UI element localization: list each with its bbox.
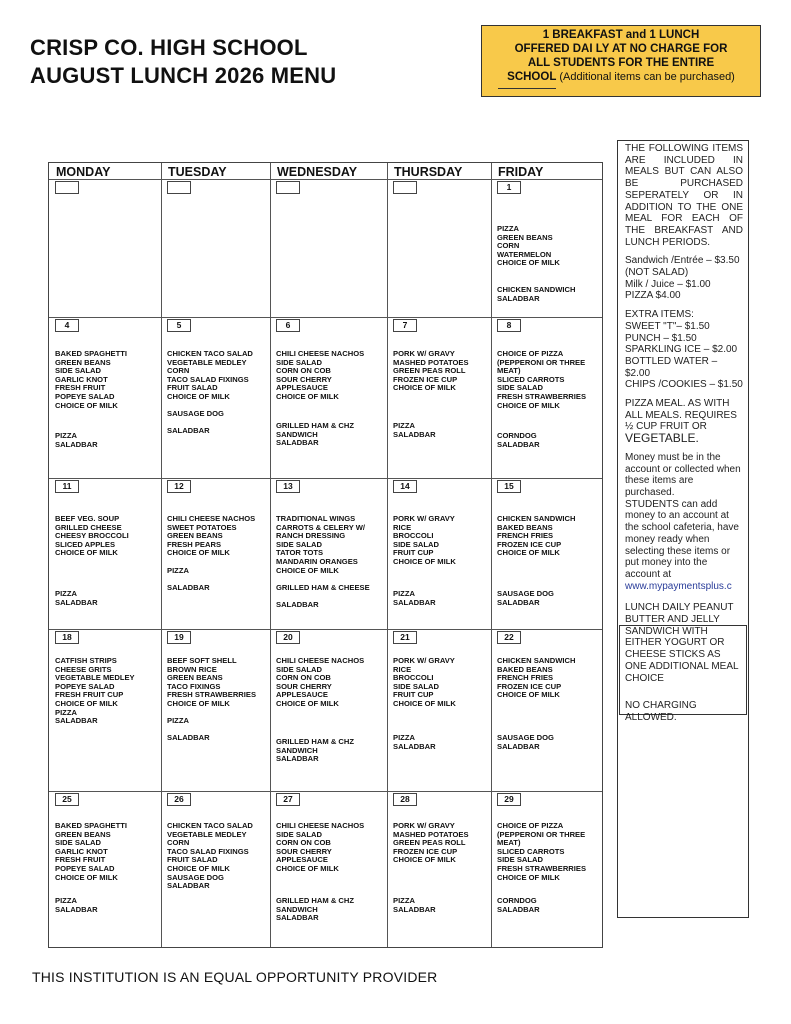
menu-item: SIDE SALAD (393, 681, 439, 691)
alternate-item: SALADBAR (393, 904, 436, 914)
date-number: 7 (393, 319, 417, 332)
menu-item: RICE (393, 664, 412, 674)
alternate-item: GRILLED HAM & CHZ (276, 421, 355, 430)
day-cell (491, 791, 604, 949)
menu-items (276, 657, 372, 709)
menu-item: CHOICE OF MILK (276, 391, 339, 401)
menu-item: SWEET POTATOES (167, 522, 237, 532)
no-charging-note: NO CHARGING ALLOWED. (625, 700, 697, 723)
date-number: 4 (55, 319, 79, 332)
notice-line-4: SCHOOL (507, 71, 557, 83)
alternate-item: SANDWICH (276, 904, 318, 914)
day-cell (387, 478, 491, 629)
menu-item: CHOICE OF MILK (497, 548, 560, 558)
alternate-items (393, 422, 489, 439)
sidebar-info (625, 143, 743, 724)
menu-item: CHICKEN SANDWICH (497, 656, 576, 665)
alternate-item: SALADBAR (55, 597, 98, 607)
day-cell (49, 629, 161, 791)
menu-item: BROWN RICE (167, 664, 217, 674)
menu-items (55, 350, 151, 410)
menu-item: SIDE SALAD (55, 366, 101, 376)
menu-item: APPLESAUCE (276, 855, 328, 865)
menu-item: TATOR TOTS (276, 548, 324, 558)
menu-item: PORK W/ GRAVY (393, 514, 455, 523)
alternate-items (497, 286, 593, 303)
menu-item: FRUIT CUP (393, 690, 434, 700)
date-number: 12 (167, 480, 191, 493)
menu-item: CHOICE OF MILK (497, 690, 560, 700)
menu-item: BROCCOLI (393, 673, 434, 683)
menu-item: CHILI CHEESE NACHOS (276, 349, 365, 358)
menu-items (167, 822, 263, 891)
day-cell (161, 478, 270, 629)
alternate-items (393, 897, 489, 914)
menu-item: GARLIC KNOT (55, 846, 108, 856)
menu-item: CHOICE OF MILK (55, 548, 118, 558)
menu-items (167, 350, 263, 436)
date-number: 11 (55, 480, 79, 493)
alternate-item: PIZZA (55, 431, 77, 440)
day-cell (49, 791, 161, 949)
menu-item: FRESH STRAWBERRIES (497, 863, 587, 873)
menu-item: CORN ON COB (276, 838, 331, 848)
alternate-item: SALADBAR (276, 754, 319, 764)
menu-item: CHOICE OF PIZZA (497, 349, 564, 358)
menu-item: CHOICE OF MILK (497, 872, 560, 882)
menu-item: SOUR CHERRY (276, 374, 332, 384)
alternate-item: SANDWICH (276, 745, 318, 755)
menu-item: CHOICE OF MILK (167, 863, 230, 873)
date-number: 27 (276, 793, 300, 806)
sidebar-intro: THE FOLLOWING ITEMS ARE INCLUDED IN MEALS BUT CAN ALSO BE PURCHASED SEPERATELY OR IN ADDITION TO THE ONE MEAL FOR EACH OF THE BREAKFAST AND LUNCH PERIODS. (625, 143, 743, 248)
menu-item: PIZZA (167, 565, 189, 575)
day-cell (49, 179, 161, 317)
menu-item: GREEN BEANS (167, 673, 223, 683)
alternate-item: GRILLED HAM & CHZ (276, 737, 355, 746)
alternate-item: PIZZA (393, 421, 415, 430)
alternate-item: CORNDOG (497, 431, 537, 440)
menu-item: CHOICE OF PIZZA (497, 821, 564, 830)
menu-item: CARROTS & CELERY W/ (276, 522, 366, 532)
alternate-items (497, 734, 593, 751)
menu-items (393, 657, 489, 709)
alternate-item: SALADBAR (497, 439, 540, 449)
date-number: 21 (393, 631, 417, 644)
menu-item: CHEESY BROCCOLI (55, 531, 129, 541)
day-cell (161, 179, 270, 317)
menu-items (276, 515, 372, 610)
day-cell (387, 179, 491, 317)
menu-item: TACO FIXINGS (167, 681, 221, 691)
menu-item: FROZEN ICE CUP (497, 681, 562, 691)
menu-item: CHOICE OF MILK (497, 400, 560, 410)
alternate-items (393, 734, 489, 751)
empty-date-box (276, 181, 300, 194)
alternate-item: PIZZA (393, 896, 415, 905)
menu-item: CHOICE OF MILK (276, 565, 339, 575)
footer-statement: THIS INSTITUTION IS AN EQUAL OPPORTUNITY PROVIDER (32, 969, 438, 985)
date-number: 1 (497, 181, 521, 194)
price-bottled-water: BOTTLED WATER – $2.00 (625, 355, 718, 379)
menu-item: APPLESAUCE (276, 690, 328, 700)
alternate-item: SAUSAGE DOG (497, 733, 554, 742)
alternate-items (497, 432, 593, 449)
menu-item: GREEN BEANS (55, 829, 111, 839)
menu-item: TACO SALAD FIXINGS (167, 374, 249, 384)
menu-item: SIDE SALAD (276, 539, 322, 549)
menu-item: GARLIC KNOT (55, 374, 108, 384)
empty-date-box (167, 181, 191, 194)
menu-item: CORN (497, 241, 520, 251)
menu-item: VEGETABLE MEDLEY (167, 829, 247, 839)
menu-item: CHOICE OF MILK (167, 698, 230, 708)
menu-item: CHOICE OF MILK (167, 391, 230, 401)
menu-item: RICE (393, 522, 412, 532)
menu-item: SALADBAR (276, 599, 319, 609)
date-number: 13 (276, 480, 300, 493)
menu-item: FRUIT SALAD (167, 383, 218, 393)
menu-item: SIDE SALAD (497, 383, 543, 393)
menu-title: AUGUST LUNCH 2026 MENU (30, 63, 337, 88)
menu-item: CORN (167, 838, 190, 848)
date-number: 22 (497, 631, 521, 644)
alternate-items (276, 738, 372, 764)
menu-item: CHILI CHEESE NACHOS (167, 514, 256, 523)
empty-date-box (55, 181, 79, 194)
menu-item: CHOICE OF MILK (55, 698, 118, 708)
day-cell (270, 629, 387, 791)
menu-item: FRESH FRUIT (55, 855, 106, 865)
price-not-salad: (NOT SALAD) (625, 267, 689, 279)
menu-item: SOUR CHERRY (276, 846, 332, 856)
menu-items (276, 822, 372, 874)
menu-item: FRESH STRAWBERRIES (167, 690, 257, 700)
menu-item: CORN ON COB (276, 673, 331, 683)
notice-line-2: OFFERED DAI LY AT NO CHARGE FOR (514, 43, 728, 55)
menu-items (393, 350, 489, 393)
menu-items (393, 515, 489, 567)
menu-item: SAUSAGE DOG (167, 872, 224, 882)
payment-website-link[interactable]: www.mypaymentsplus.c (625, 580, 732, 592)
menu-items (167, 515, 263, 592)
menu-item: SOUR CHERRY (276, 681, 332, 691)
menu-item: SIDE SALAD (55, 838, 101, 848)
pizza-meal-note: PIZZA MEAL. AS WITH ALL MEALS. REQUIRES ½ CUP FRUIT OR (625, 398, 737, 433)
menu-item: CHICKEN TACO SALAD (167, 349, 253, 358)
alternate-item: PIZZA (393, 733, 415, 742)
menu-items (497, 657, 593, 700)
page-title (30, 34, 336, 90)
alternate-item: SALADBAR (497, 293, 540, 303)
price-punch: PUNCH – $1.50 (625, 332, 697, 344)
menu-item: SALADBAR (167, 582, 210, 592)
menu-item: BEEF VEG. SOUP (55, 514, 120, 523)
day-cell (161, 317, 270, 478)
menu-item: PORK W/ GRAVY (393, 821, 455, 830)
menu-calendar (48, 162, 603, 948)
menu-item: PORK W/ GRAVY (393, 349, 455, 358)
day-cell (491, 179, 604, 317)
notice-line-3: ALL STUDENTS FOR THE ENTIRE (527, 57, 715, 69)
date-number: 18 (55, 631, 79, 644)
day-cell (49, 317, 161, 478)
menu-item: CORN (167, 366, 190, 376)
menu-item: CHOICE OF MILK (276, 698, 339, 708)
day-cell (491, 629, 604, 791)
menu-item: MEAT) (497, 366, 521, 376)
menu-items (497, 822, 593, 882)
price-sparkling: SPARKLING ICE – $2.00 (625, 344, 738, 356)
alternate-item: SALADBAR (497, 904, 540, 914)
menu-item: BEEF SOFT SHELL (167, 656, 237, 665)
menu-item: FROZEN ICE CUP (393, 374, 458, 384)
day-header-monday: MONDAY (56, 165, 111, 179)
menu-item: POPEYE SALAD (55, 681, 115, 691)
menu-item: GRILLED CHEESE (55, 522, 122, 532)
menu-item: FRESH FRUIT CUP (55, 690, 124, 700)
price-chips: CHIPS /COOKIES – $1.50 (625, 379, 743, 391)
vegetable-note: VEGETABLE. (625, 431, 699, 446)
menu-item: GREEN BEANS (497, 232, 553, 242)
menu-item: PIZZA (167, 716, 189, 726)
menu-item: MASHED POTATOES (393, 829, 469, 839)
menu-item: CHOICE OF MILK (167, 548, 230, 558)
menu-item: (PEPPERONI OR THREE (497, 829, 586, 839)
menu-item: SIDE SALAD (497, 855, 543, 865)
menu-item: SIDE SALAD (276, 829, 322, 839)
alternate-item: SALADBAR (393, 597, 436, 607)
menu-item: PIZZA (55, 707, 77, 717)
menu-item: GREEN PEAS ROLL (393, 366, 466, 376)
menu-item: CHICKEN SANDWICH (497, 514, 576, 523)
menu-item: WATERMELON (497, 249, 552, 259)
menu-item: FRESH PEARS (167, 539, 222, 549)
menu-items (276, 350, 372, 402)
menu-item: POPEYE SALAD (55, 863, 115, 873)
menu-item: MASHED POTATOES (393, 357, 469, 367)
menu-item: CHOICE OF MILK (393, 556, 456, 566)
empty-date-box (393, 181, 417, 194)
menu-item: FRENCH FRIES (497, 673, 554, 683)
menu-item: PIZZA (497, 224, 519, 233)
date-number: 5 (167, 319, 191, 332)
menu-item: BAKED SPAGHETTI (55, 821, 128, 830)
alternate-item: SANDWICH (276, 429, 318, 439)
menu-item: BROCCOLI (393, 531, 434, 541)
menu-item: GREEN BEANS (55, 357, 111, 367)
menu-item: SLICED CARROTS (497, 374, 565, 384)
alternate-item: CORNDOG (497, 896, 537, 905)
menu-item: BAKED BEANS (497, 664, 553, 674)
notice-underline (498, 88, 556, 89)
day-header-thursday: THURSDAY (394, 165, 463, 179)
menu-item: CHOICE OF MILK (55, 872, 118, 882)
day-cell (387, 317, 491, 478)
alternate-item: PIZZA (393, 589, 415, 598)
alternate-item: CHICKEN SANDWICH (497, 285, 576, 294)
alternate-item: SAUSAGE DOG (497, 589, 554, 598)
alternate-item: SALADBAR (276, 913, 319, 923)
day-header-friday: FRIDAY (498, 165, 544, 179)
day-cell (270, 478, 387, 629)
day-cell (491, 478, 604, 629)
menu-item: VEGETABLE MEDLEY (55, 673, 135, 683)
date-number: 28 (393, 793, 417, 806)
alternate-items (276, 897, 372, 923)
menu-item: FRUIT SALAD (167, 855, 218, 865)
alternate-items (393, 590, 489, 607)
date-number: 14 (393, 480, 417, 493)
date-number: 6 (276, 319, 300, 332)
school-name: CRISP CO. HIGH SCHOOL (30, 35, 308, 60)
day-cell (161, 791, 270, 949)
alternate-items (55, 432, 151, 449)
alternate-items (55, 897, 151, 914)
extra-items-heading: EXTRA ITEMS: (625, 309, 694, 321)
date-number: 19 (167, 631, 191, 644)
menu-item: CHOICE OF MILK (497, 258, 560, 268)
menu-item: SALADBAR (167, 426, 210, 436)
menu-item: FRESH FRUIT (55, 383, 106, 393)
menu-item: TRADITIONAL WINGS (276, 514, 356, 523)
menu-item: BAKED BEANS (497, 522, 553, 532)
alternate-items (276, 422, 372, 448)
alternate-item: GRILLED HAM & CHZ (276, 896, 355, 905)
free-meal-notice (481, 25, 761, 97)
alternate-item: PIZZA (55, 589, 77, 598)
day-cell (270, 791, 387, 949)
menu-item: BAKED SPAGHETTI (55, 349, 128, 358)
menu-item: CHILI CHEESE NACHOS (276, 821, 365, 830)
menu-item: SIDE SALAD (393, 539, 439, 549)
menu-item: CORN ON COB (276, 366, 331, 376)
menu-item: FRENCH FRIES (497, 531, 554, 541)
menu-item: SLICED APPLES (55, 539, 116, 549)
price-milk: Milk / Juice – $1.00 (625, 278, 711, 290)
menu-item: CHEESE GRITS (55, 664, 112, 674)
menu-items (55, 822, 151, 882)
date-number: 20 (276, 631, 300, 644)
alternate-item: SALADBAR (55, 439, 98, 449)
menu-item: APPLESAUCE (276, 383, 328, 393)
menu-item: SALADBAR (167, 881, 210, 891)
alternate-items (497, 590, 593, 607)
day-cell (270, 179, 387, 317)
menu-items (497, 515, 593, 558)
add-money-note: STUDENTS can add money to an account at the school cafeteria, have money ready when selecting these items or put money into the account at (625, 498, 739, 580)
menu-item: FROZEN ICE CUP (497, 539, 562, 549)
notice-subtext: (Additional items can be purchased) (559, 71, 735, 83)
menu-item: FRESH STRAWBERRIES (497, 391, 587, 401)
menu-items (55, 515, 151, 558)
menu-item: POPEYE SALAD (55, 391, 115, 401)
money-note: Money must be in the account or collected when these items are purchased. (625, 451, 741, 498)
menu-item: SALADBAR (55, 716, 98, 726)
menu-item: GREEN PEAS ROLL (393, 838, 466, 848)
date-number: 8 (497, 319, 521, 332)
menu-item: CHOICE OF MILK (276, 863, 339, 873)
lunch-daily-note: LUNCH DAILY PEANUT BUTTER AND JELLY SANDWICH WITH EITHER YOGURT OR CHEESE STICKS AS ONE ADDITIONAL MEAL CHOICE (625, 602, 739, 684)
alternate-items (497, 897, 593, 914)
menu-item: CATFISH STRIPS (55, 656, 117, 665)
alternate-item: SALADBAR (497, 741, 540, 751)
day-cell (387, 629, 491, 791)
day-cell (161, 629, 270, 791)
alternate-item: SALADBAR (55, 904, 98, 914)
alternate-item: SALADBAR (393, 429, 436, 439)
menu-items (55, 657, 151, 726)
price-sweet-tea: SWEET "T"– $1.50 (625, 320, 710, 332)
menu-items (167, 657, 263, 743)
menu-item: CHILI CHEESE NACHOS (276, 656, 365, 665)
alternate-item: SALADBAR (276, 438, 319, 448)
price-pizza: PIZZA $4.00 (625, 290, 681, 302)
menu-item: CHOICE OF MILK (393, 698, 456, 708)
menu-item: MEAT) (497, 838, 521, 848)
menu-item: (PEPPERONI OR THREE (497, 357, 586, 367)
menu-item: FRUIT CUP (393, 548, 434, 558)
menu-item: SIDE SALAD (276, 664, 322, 674)
menu-item: CHICKEN TACO SALAD (167, 821, 253, 830)
day-header-tuesday: TUESDAY (168, 165, 227, 179)
menu-item: CHOICE OF MILK (393, 383, 456, 393)
day-cell (270, 317, 387, 478)
alternate-items (55, 590, 151, 607)
menu-item: TACO SALAD FIXINGS (167, 846, 249, 856)
day-header-wednesday: WEDNESDAY (277, 165, 358, 179)
menu-item: SALADBAR (167, 733, 210, 743)
menu-item: GRILLED HAM & CHEESE (276, 582, 370, 592)
menu-item: RANCH DRESSING (276, 531, 346, 541)
notice-line-1: 1 BREAKFAST and 1 LUNCH (542, 29, 700, 41)
day-cell (387, 791, 491, 949)
menu-item: PORK W/ GRAVY (393, 656, 455, 665)
day-cell (491, 317, 604, 478)
date-number: 25 (55, 793, 79, 806)
date-number: 26 (167, 793, 191, 806)
menu-items (497, 225, 593, 268)
menu-item: CHOICE OF MILK (393, 855, 456, 865)
menu-item: SIDE SALAD (276, 357, 322, 367)
date-number: 29 (497, 793, 521, 806)
menu-item: CHOICE OF MILK (55, 400, 118, 410)
menu-item: FROZEN ICE CUP (393, 846, 458, 856)
alternate-item: PIZZA (55, 896, 77, 905)
menu-item: MANDARIN ORANGES (276, 556, 358, 566)
menu-item: GREEN BEANS (167, 531, 223, 541)
alternate-item: SALADBAR (393, 741, 436, 751)
price-sandwich: Sandwich /Entrée – $3.50 (625, 255, 740, 267)
menu-items (393, 822, 489, 865)
menu-item: SAUSAGE DOG (167, 409, 224, 419)
date-number: 15 (497, 480, 521, 493)
menu-item: SLICED CARROTS (497, 846, 565, 856)
day-cell (49, 478, 161, 629)
menu-items (497, 350, 593, 410)
alternate-item: SALADBAR (497, 597, 540, 607)
menu-item: VEGETABLE MEDLEY (167, 357, 247, 367)
